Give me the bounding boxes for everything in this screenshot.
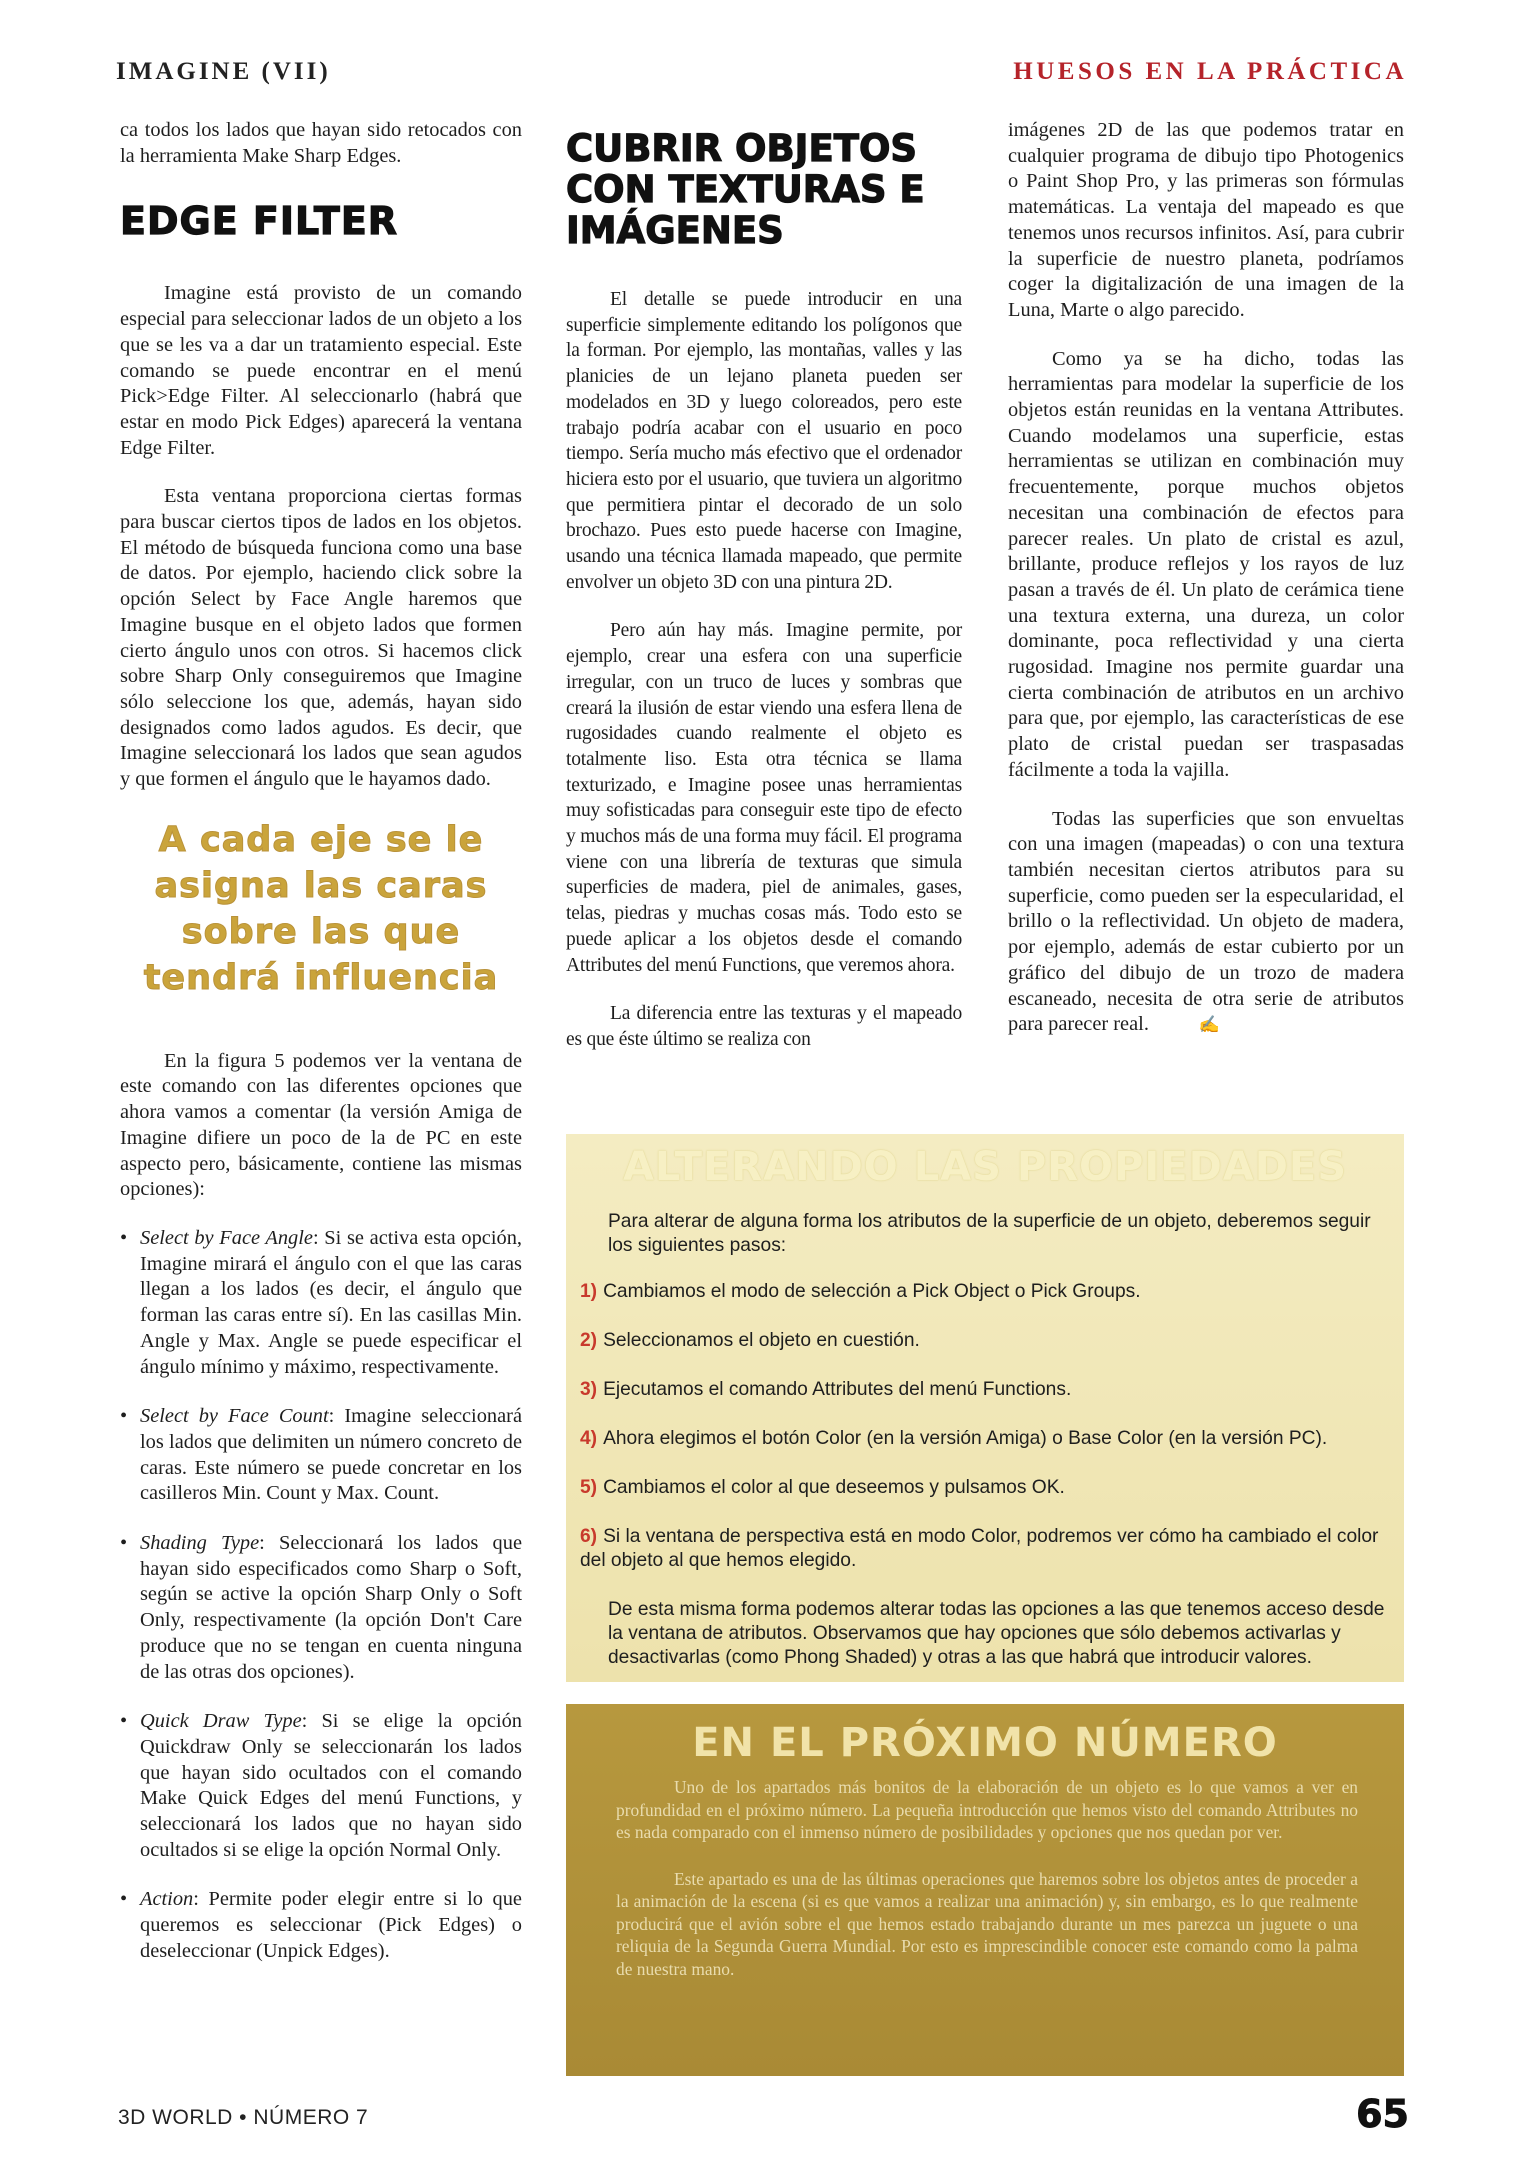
step-number: 3) (580, 1379, 598, 1400)
option-text: : Seleccionará los lados que hayan sido especificados como Sharp o Soft, según se active la opción Sharp Only o Soft Only, respectivamente (la opción Don't Care produce que no se tengan en cuenta ninguna de las otras dos opciones). (140, 1532, 522, 1683)
box-body (616, 1776, 1358, 2004)
box-title: ALTERANDO LAS PROPIEDADES (622, 1144, 1348, 1190)
paragraph: Pero aún hay más. Imagine permite, por ejemplo, crear una esfera con una superficie irregular, con un truco de luces y sombras que creará la ilusión de estar viendo una esfera llena de rugosidades cuando realmente el objeto es totalmente liso. Esta otra técnica se llama texturizado, e Imagine posee unas herramientas muy sofisticadas para conseguir este tipo de efecto y muchos más de una forma muy fácil. El programa viene con una librería de texturas que simula superficies de madera, piel de animales, gases, telas, piedras y muchas cosas más. Todo esto se puede aplicar a los objetos desde el comando Attributes del menú Functions, que veremos ahora. (566, 620, 962, 976)
step-item (580, 1280, 1392, 1304)
section-title-cubrir: CUBRIR OBJETOS CON TEXTURAS E IMÁGENES (566, 127, 925, 252)
column-1 (120, 118, 522, 1989)
step-number: 1) (580, 1281, 598, 1302)
paragraph: El detalle se puede introducir en una superficie simplemente editando los polígonos que la forman. Por ejemplo, las montañas, valles y las planicies de un lejano planeta pueden ser modelados en 3D y luego coloreados, pero este trabajo podría acabar con el usuario en poco tiempo. Sería mucho más efectivo que el ordenador hiciera esto por el usuario, que tuviera un algoritmo que permitiera pintar el decorado de un solo brochazo. Pues esto puede hacerse con Imagine, usando una técnica llamada mapeado, que permite envolver un objeto 3D con una pintura 2D. (566, 289, 962, 593)
step-item (580, 1525, 1392, 1573)
step-text: Cambiamos el color al que deseemos y pulsamos OK. (603, 1477, 1065, 1498)
step-number: 4) (580, 1428, 598, 1449)
paragraph: Imagine está provisto de un comando especial para seleccionar lados de un objeto a los que se les va a dar un tratamiento especial. Este comando se puede encontrar en el menú Pick>Edge Filter. Al seleccionarlo (habrá que estar en modo Pick Edges) aparecerá la ventana Edge Filter. (120, 282, 522, 459)
option-term: Select by Face Angle (140, 1226, 313, 1249)
step-text: Seleccionamos el objeto en cuestión. (603, 1330, 920, 1351)
end-mark-icon: ✍ (1198, 1015, 1221, 1035)
footer-magazine: 3D WORLD • NÚMERO 7 (118, 2106, 369, 2129)
paragraph: Como ya se ha dicho, todas las herramientas para modelar la superficie de los objetos están reunidas en la ventana Attributes. Cuando modelamos una superficie, estas herramientas se utilizan en combinación muy frecuentemente, porque muchos objetos necesitan una combinación de efectos para parecer reales. Un plato de cristal es azul, brillante, produce reflejos y los rayos de luz pasan a través de él. Un plato de cerámica tiene una textura externa, una dureza, un color dominante, poca reflectividad y una cierta rugosidad. Imagine nos permite guardar una cierta combinación de atributos en un archivo para que, por ejemplo, las características de ese plato de cristal puedan ser traspasadas fácilmente a toda la vajilla. (1008, 347, 1404, 781)
paragraph: imágenes 2D de las que podemos tratar en cualquier programa de dibujo tipo Photogenics o Paint Shop Pro, y las primeras son fórmulas matemáticas. La ventaja del mapeado es que tenemos unos recursos infinitos. Así, para cubrir la superficie de nuestro planeta, podríamos coger la digitalización de una imagen de la Luna, Marte o algo parecido. (1008, 119, 1404, 321)
column-2 (566, 118, 962, 1076)
list-item (120, 1531, 522, 1685)
paragraph: ca todos los lados que hayan sido retocados con la herramienta Make Sharp Edges. (120, 119, 522, 167)
step-number: 5) (580, 1477, 598, 1498)
box-title: EN EL PRÓXIMO NÚMERO (692, 1720, 1278, 1766)
paragraph-text: Todas las superficies que son envueltas con una imagen (mapeadas) o con una textura también necesitan ciertos atributos para su superficie, como pueden ser la especularidad, el brillo o la reflectividad. Un objeto de madera, por ejemplo, además de estar cubierto por un gráfico del dibujo de un trozo de madera escaneado, necesita de otra serie de atributos para parecer real. (1008, 807, 1404, 1036)
step-number: 2) (580, 1330, 598, 1351)
paragraph: Esta ventana proporciona ciertas formas para buscar ciertos tipos de lados en los objetos. El método de búsqueda funciona como una base de datos. Por ejemplo, haciendo click sobre la opción Select by Face Angle haremos que Imagine busque en el objeto lados que formen cierto ángulo unos con otros. Si hacemos click sobre Sharp Only conseguiremos que Imagine sólo seleccione los que, además, hayan sido designados como lados agudos. Es decir, que Imagine seleccionará los lados que sean agudos y que formen el ángulo que le hayamos dado. (120, 485, 522, 791)
paragraph: La diferencia entre las texturas y el mapeado es que éste último se realiza con (566, 1003, 962, 1050)
box-intro: Para alterar de alguna forma los atributos de la superficie de un objeto, deberemos seguir los siguientes pasos: (608, 1211, 1371, 1256)
list-item (120, 1709, 522, 1863)
box-body (580, 1210, 1392, 1670)
sidebar-box-proximo-numero (566, 1704, 1404, 2076)
paragraph: Este apartado es una de las últimas operaciones que haremos sobre los objetos antes de proceder a la animación de la escena (si es que vamos a realizar una animación) y, sin embargo, es lo que realmente producirá que el avión sobre el que hemos estado trabajando durante un mes parezca un juguete o una reliquia de la Segunda Guerra Mundial. Por esto es imprescindible conocer este comando como la palma de nuestra mano. (616, 1868, 1358, 1979)
step-item (580, 1378, 1392, 1402)
step-item (580, 1427, 1392, 1451)
step-item (580, 1476, 1392, 1500)
list-item (120, 1887, 522, 1964)
pull-quote: A cada eje se le asigna las caras sobre las que tendrá influencia (143, 819, 499, 998)
options-list (120, 1226, 522, 1965)
option-text: : Si se activa esta opción, Imagine mirará el ángulo con el que las caras llegan a los lados (es decir, el ángulo que forman las caras entre sí). En las casillas Min. Angle y Max. Angle se puede especificar el ángulo mínimo y máximo, respectivamente. (140, 1226, 522, 1378)
list-item (120, 1404, 522, 1507)
option-text: : Imagine seleccionará los lados que delimiten un número concreto de caras. Este número se puede concretar en los casilleros Min. Count y Max. Count. (140, 1405, 522, 1505)
sidebar-box-alterando (566, 1134, 1404, 1682)
step-text: Ahora elegimos el botón Color (en la versión Amiga) o Base Color (en la versión PC). (603, 1428, 1328, 1449)
list-item (120, 1226, 522, 1380)
step-text: Si la ventana de perspectiva está en modo Color, podremos ver cómo ha cambiado el color del objeto al que hemos elegido. (580, 1526, 1379, 1571)
option-term: Action (140, 1888, 194, 1911)
step-item (580, 1329, 1392, 1353)
paragraph: Uno de los apartados más bonitos de la elaboración de un objeto es lo que vamos a ver en profundidad en el próximo número. La pequeña introducción que hemos visto del comando Attributes no es nada comparado con el inmenso número de posibilidades y opciones que nos quedan por ver. (616, 1777, 1358, 1842)
paragraph (1008, 807, 1404, 1038)
section-header: IMAGINE (VII) (116, 58, 331, 85)
section-title-edge-filter: EDGE FILTER (120, 199, 399, 244)
column-3 (1008, 118, 1404, 1061)
step-text: Cambiamos el modo de selección a Pick Object o Pick Groups. (603, 1281, 1141, 1302)
option-text: : Si se elige la opción Quickdraw Only se seleccionarán los lados que hayan sido ocultados con el comando Make Quick Edges del menú Functions, y seleccionará los lados que no hayan sido ocultados si se elige la opción Normal Only. (140, 1710, 522, 1861)
article-header: HUESOS EN LA PRÁCTICA (1013, 58, 1407, 85)
option-text: : Permite poder elegir entre si lo que queremos es seleccionar (Pick Edges) o deseleccionar (Unpick Edges). (140, 1888, 522, 1962)
step-number: 6) (580, 1526, 598, 1547)
option-term: Select by Face Count (140, 1405, 329, 1428)
option-term: Shading Type (140, 1532, 260, 1555)
page-number: 65 (1356, 2092, 1409, 2136)
paragraph: En la figura 5 podemos ver la ventana de este comando con las diferentes opciones que ahora vamos a comentar (la versión Amiga de Imagine difiere un poco de la de PC en este aspecto pero, básicamente, contiene las mismas opciones): (120, 1049, 522, 1201)
step-text: Ejecutamos el comando Attributes del menú Functions. (603, 1379, 1072, 1400)
option-term: Quick Draw Type (140, 1710, 302, 1733)
box-outro: De esta misma forma podemos alterar todas las opciones a las que tenemos acceso desde la ventana de atributos. Observamos que hay opciones que sólo debemos activarlas y desactivarlas (como Phong Shaded) y otras a las que habrá que introducir valores. (608, 1599, 1385, 1668)
